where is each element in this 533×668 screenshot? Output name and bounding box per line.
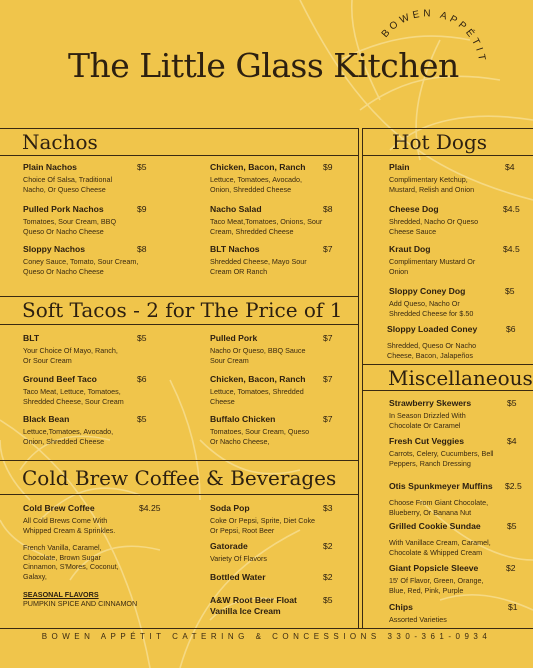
item-name: Giant Popsicle Sleeve <box>389 563 479 573</box>
item-name: Bottled Water <box>210 572 266 582</box>
divider <box>0 324 358 325</box>
footer-contact: BOWEN APPÉTIT CATERING & CONCESSIONS 330-361-0934 <box>41 632 492 641</box>
item-name: Strawberry Skewers <box>389 398 472 408</box>
menu-item <box>23 503 138 608</box>
item-name: Nacho Salad <box>210 204 262 214</box>
nachos-heading: Nachos <box>22 130 98 154</box>
divider <box>362 364 533 365</box>
menu-item <box>210 414 315 446</box>
menu-item <box>23 162 135 194</box>
item-price: $7 <box>323 244 333 254</box>
item-name: Grilled Cookie Sundae <box>389 521 481 531</box>
item-name: Cheese Dog <box>389 204 439 214</box>
divider <box>362 128 533 129</box>
menu-item <box>389 602 489 625</box>
item-description: Lettuce, Tomatoes, Shredded Cheese <box>210 387 304 406</box>
item-name: Kraut Dog <box>389 244 431 254</box>
item-name: Fresh Cut Veggies <box>389 436 464 446</box>
item-name: BLT <box>23 333 40 343</box>
divider <box>0 296 358 297</box>
item-description: Taco Meat, Lettuce, Tomatoes, Shredded Cheese, Sour Cream <box>23 387 124 406</box>
item-price: $9 <box>137 204 147 214</box>
menu-item <box>210 595 310 617</box>
menu-item <box>389 286 489 318</box>
item-name: Gatorade <box>210 541 248 551</box>
menu-item <box>387 324 491 360</box>
menu-item <box>23 244 143 276</box>
menu-item <box>210 541 318 564</box>
menu-item <box>23 374 138 406</box>
menu-item <box>389 398 489 430</box>
item-price: $4 <box>507 436 517 446</box>
menu-item <box>210 333 322 365</box>
menu-item <box>210 244 310 276</box>
beverages-heading: Cold Brew Coffee & Beverages <box>22 466 337 490</box>
item-description: Tomatoes, Sour Cream, BBQ Queso Or Nacho Cheese <box>23 217 117 236</box>
menu-item <box>389 521 501 557</box>
item-price: $7 <box>323 333 333 343</box>
item-name: Sloppy Coney Dog <box>389 286 466 296</box>
item-description: Add Queso, Nacho Or Shredded Cheese for $.50 <box>389 299 474 318</box>
brand-arc-text <box>378 8 488 118</box>
menu-item <box>23 204 135 236</box>
item-name: Sloppy Loaded Coney <box>387 324 478 334</box>
item-price: $7 <box>323 414 333 424</box>
divider <box>362 155 533 156</box>
item-price: $1 <box>508 602 518 612</box>
svg-text:BOWEN APPÉTIT <box>380 8 488 64</box>
item-name: Chips <box>389 602 413 612</box>
item-price: $5 <box>137 333 147 343</box>
item-description: Lettuce,Tomatoes, Avocado, Onion, Shredded Cheese <box>23 427 114 446</box>
divider <box>358 128 359 628</box>
item-description: Complimentary Mustard Or Onion <box>389 257 476 276</box>
item-price: $2 <box>323 541 333 551</box>
item-description: Assorted Varieties <box>389 615 447 624</box>
item-price: $5 <box>323 595 333 605</box>
item-name: Cold Brew Coffee <box>23 503 95 513</box>
menu-item <box>389 162 497 194</box>
item-price: $4.5 <box>503 204 520 214</box>
menu-item <box>389 481 501 517</box>
menu-item <box>210 374 322 406</box>
menu-item <box>23 414 133 446</box>
item-description: Shredded Cheese, Mayo Sour Cream OR Ranch <box>210 257 307 276</box>
item-price: $4.5 <box>503 244 520 254</box>
item-description: Shredded, Queso Or Nacho Cheese, Bacon, Jalapeños <box>387 341 477 360</box>
menu-item <box>389 204 493 236</box>
item-description: Nacho Or Queso, BBQ Sauce Sour Cream <box>210 346 306 365</box>
item-name: Chicken, Bacon, Ranch <box>210 162 306 172</box>
item-description: Taco Meat,Tomatoes, Onions, Sour Cream, Shredded Cheese <box>210 217 323 236</box>
misc-heading: Miscellaneous <box>388 366 533 390</box>
item-name: A&W Root Beer Float Vanilla Ice Cream <box>210 595 297 616</box>
item-description: With Vanillace Cream, Caramel, Chocolate & Whipped Cream <box>389 538 491 557</box>
item-name: Soda Pop <box>210 503 250 513</box>
item-price: $4.25 <box>139 503 161 513</box>
item-name: Sloppy Nachos <box>23 244 86 254</box>
item-description: Carrots, Celery, Cucumbers, Bell Peppers, Ranch Dressing <box>389 449 494 468</box>
menu-item <box>210 204 324 236</box>
item-description: Coke Or Pepsi, Sprite, Diet Coke Or Pepsi, Root Beer <box>210 516 316 535</box>
seasonal-label: SEASONAL FLAVORS <box>23 589 99 599</box>
restaurant-title: The Little Glass Kitchen <box>68 46 459 85</box>
item-price: $5 <box>137 414 147 424</box>
tacos-heading: Soft Tacos - 2 for The Price of 1 <box>22 298 343 322</box>
item-price: $9 <box>323 162 333 172</box>
divider <box>0 460 358 461</box>
item-price: $2.5 <box>505 481 522 491</box>
item-description: Shredded, Nacho Or Queso Cheese Sauce <box>389 217 479 236</box>
menu-item <box>389 244 489 276</box>
divider <box>0 128 358 129</box>
menu-item <box>23 333 118 365</box>
item-description: All Cold Brews Come With Whipped Cream & Sprinkles. <box>23 516 116 535</box>
item-price: $4 <box>505 162 515 172</box>
item-description: Choose From Giant Chocolate, Blueberry, Or Banana Nut <box>389 498 489 517</box>
item-price: $5 <box>137 162 147 172</box>
item-description: 15' Of Flavor, Green, Orange, Blue, Red, Pink, Purple <box>389 576 484 595</box>
divider <box>0 628 533 629</box>
menu-item <box>389 563 497 595</box>
item-description: Choice Of Salsa, Traditional Nacho, Or Queso Cheese <box>23 175 113 194</box>
item-price: $2 <box>323 572 333 582</box>
item-name: Black Bean <box>23 414 70 424</box>
menu-item <box>210 503 318 535</box>
item-price: $3 <box>323 503 333 513</box>
item-description: Tomatoes, Sour Cream, Queso Or Nacho Cheese, <box>210 427 310 446</box>
brand-arc-label: BOWEN APPÉTIT <box>379 8 488 65</box>
item-price: $6 <box>137 374 147 384</box>
flavor-list: French Vanilla, Caramel, Chocolate, Brown Sugar Cinnamon, S'Mores, Coconut, Galaxy, <box>23 543 119 581</box>
item-price: $5 <box>507 521 517 531</box>
item-price: $5 <box>505 286 515 296</box>
menu-item <box>389 436 497 468</box>
divider <box>0 155 358 156</box>
item-name: Ground Beef Taco <box>23 374 97 384</box>
item-name: Buffalo Chicken <box>210 414 276 424</box>
item-name: Chicken, Bacon, Ranch <box>210 374 306 384</box>
menu-item <box>210 162 322 194</box>
item-description: Complimentary Ketchup, Mustard, Relish and Onion <box>389 175 475 194</box>
item-name: Pulled Pork <box>210 333 258 343</box>
item-description: Lettuce, Tomatoes, Avocado, Onion, Shredded Cheese <box>210 175 303 194</box>
seasonal-flavors: PUMPKIN SPICE AND CINNAMON <box>23 598 138 608</box>
item-description: Variety Of Flavors <box>210 554 267 563</box>
item-name: Plain <box>389 162 410 172</box>
item-name: BLT Nachos <box>210 244 260 254</box>
item-description: Coney Sauce, Tomato, Sour Cream, Queso Or Nacho Cheese <box>23 257 139 276</box>
menu-item <box>210 572 318 582</box>
item-name: Plain Nachos <box>23 162 77 172</box>
divider <box>0 494 358 495</box>
item-name: Pulled Pork Nachos <box>23 204 104 214</box>
item-price: $7 <box>323 374 333 384</box>
item-price: $8 <box>137 244 147 254</box>
item-name: Otis Spunkmeyer Muffins <box>389 481 493 491</box>
item-price: $5 <box>507 398 517 408</box>
item-price: $6 <box>506 324 516 334</box>
item-price: $2 <box>506 563 516 573</box>
hotdogs-heading: Hot Dogs <box>392 130 488 154</box>
item-description: In Season Drizzled With Chocolate Or Caramel <box>389 411 466 430</box>
divider <box>362 390 533 391</box>
item-price: $8 <box>323 204 333 214</box>
item-description: Your Choice Of Mayo, Ranch, Or Sour Cream <box>23 346 118 365</box>
divider <box>362 128 363 628</box>
